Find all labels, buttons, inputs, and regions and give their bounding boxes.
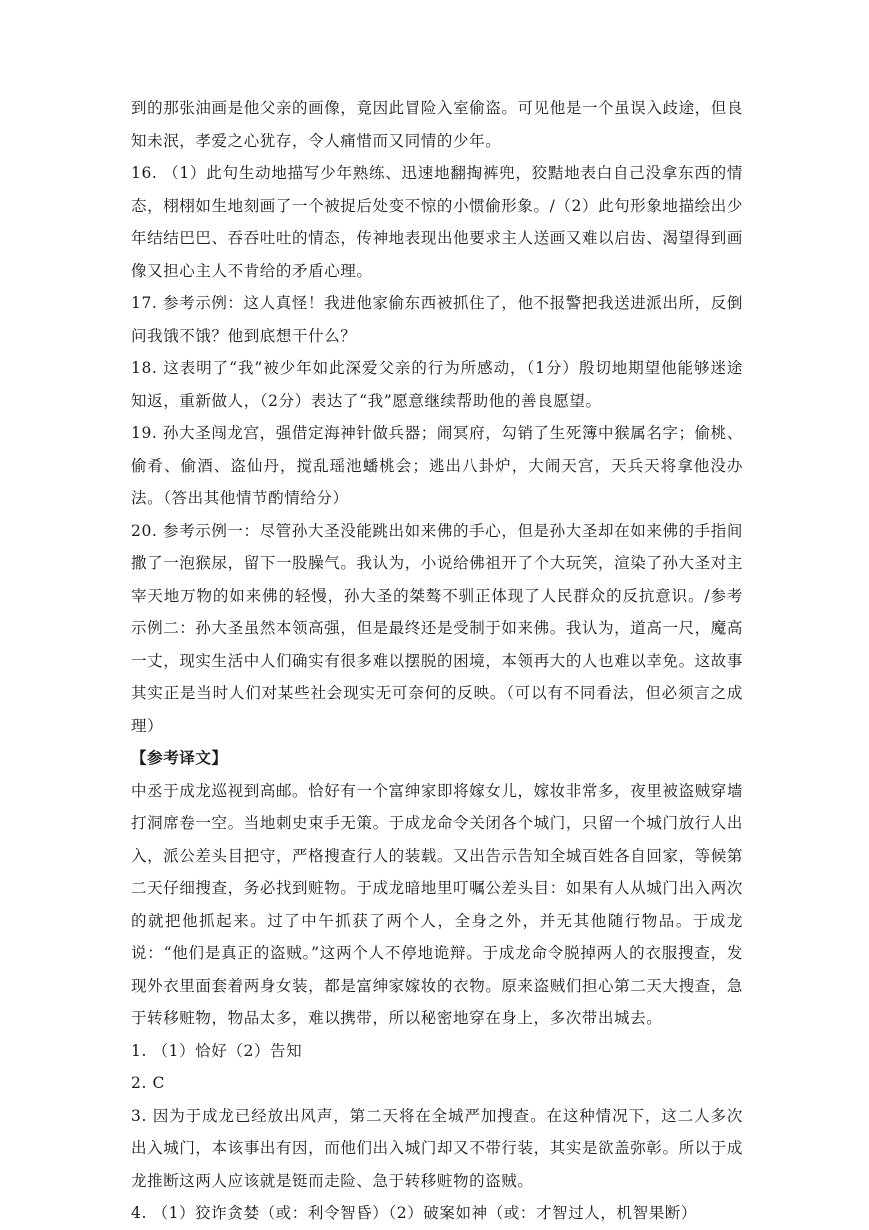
paragraph-answer-4: 4. （1）狡诈贪婪（或：利令智昏）（2）破案如神（或：才智过人，机智果断） [131, 1204, 697, 1222]
paragraph-answer-17: 17. 参考示例：这人真怪！我进他家偷东西被抓住了，他不报警把我送进派出所，反倒问我饿不饿？他到底想干什么？ [131, 294, 743, 345]
answer-document [131, 92, 743, 1230]
paragraph-answer-16: 16. （1）此句生动地描写少年熟练、迅速地翻掏裤兜，狡黠地表白自己没拿东西的情态，栩栩如生地刻画了一个被捉后处变不惊的小惯偷形象。/（2）此句形象地描绘出少年结结巴巴、吞吞吐吐的情态，传神地表现出他要求主人送画又难以启齿、渴望得到画像又担心主人不肯给的矛盾心理。 [131, 164, 743, 280]
paragraph-translation: 中丞于成龙巡视到高邮。恰好有一个富绅家即将嫁女儿，嫁妆非常多，夜里被盗贼穿墙打洞席卷一空。当地刺史束手无策。于成龙命令关闭各个城门，只留一个城门放行人出入，派公差头目把守，严格搜查行人的装载。又出告示告知全城百姓各自回家，等候第二天仔细搜查，务必找到赃物。于成龙暗地里叮嘱公差头目：如果有人从城门出入两次的就把他抓起来。过了中午抓获了两个人，全身之外，并无其他随行物品。于成龙说：“他们是真正的盗贼。”这两个人不停地诡辩。于成龙命令脱掉两人的衣服搜查，发现外衣里面套着两身女装，都是富绅家嫁妆的衣物。原来盗贼们担心第二天大搜查，急于转移赃物，物品太多，难以携带，所以秘密地穿在身上，多次带出城去。 [131, 781, 743, 1027]
paragraph-answer-3: 3. 因为于成龙已经放出风声，第二天将在全城严加搜查。在这种情况下，这二人多次出入城门，本该事出有因，而他们出入城门却又不带行装，其实是欲盖弥彰。所以于成龙推断这两人应该就是铤而走险、急于转移赃物的盗贼。 [131, 1106, 743, 1190]
paragraph-answer-18: 18. 这表明了“我”被少年如此深爱父亲的行为所感动，（1分）殷切地期望他能够迷途知返，重新做人，（2分）表达了“我”愿意继续帮助他的善良愿望。 [131, 359, 743, 410]
paragraph-q15-continued: 到的那张油画是他父亲的画像，竟因此冒险入室偷盗。可见他是一个虽误入歧途，但良知未泯，孝爱之心犹存，令人痛惜而又同情的少年。 [131, 99, 743, 150]
paragraph-answer-20: 20. 参考示例一：尽管孙大圣没能跳出如来佛的手心，但是孙大圣却在如来佛的手指间撒了一泡猴尿，留下一股臊气。我认为，小说给佛祖开了个大玩笑，渲染了孙大圣对主宰天地万物的如来佛的轻慢，孙大圣的桀骜不驯正体现了人民群众的反抗意识。/参考示例二：孙大圣虽然本领高强，但是最终还是受制于如来佛。我认为，道高一尺，魔高一丈，现实生活中人们确实有很多难以摆脱的困境，本领再大的人也难以幸免。这故事其实正是当时人们对某些社会现实无可奈何的反映。（可以有不同看法，但必须言之成理） [131, 521, 743, 735]
paragraph-answer-1: 1. （1）恰好（2）告知 [131, 1041, 303, 1060]
paragraph-answer-2: 2. C [131, 1074, 165, 1092]
paragraph-answer-19: 19. 孙大圣闯龙宫，强借定海神针做兵器；闹冥府，勾销了生死簿中猴属名字；偷桃、偷肴、偷酒、盗仙丹，搅乱瑶池蟠桃会；逃出八卦炉，大闹天宫，天兵天将拿他没办法。（答出其他情节酌情给分） [131, 424, 743, 507]
section-heading-translation: 【参考译文】 [131, 748, 228, 767]
